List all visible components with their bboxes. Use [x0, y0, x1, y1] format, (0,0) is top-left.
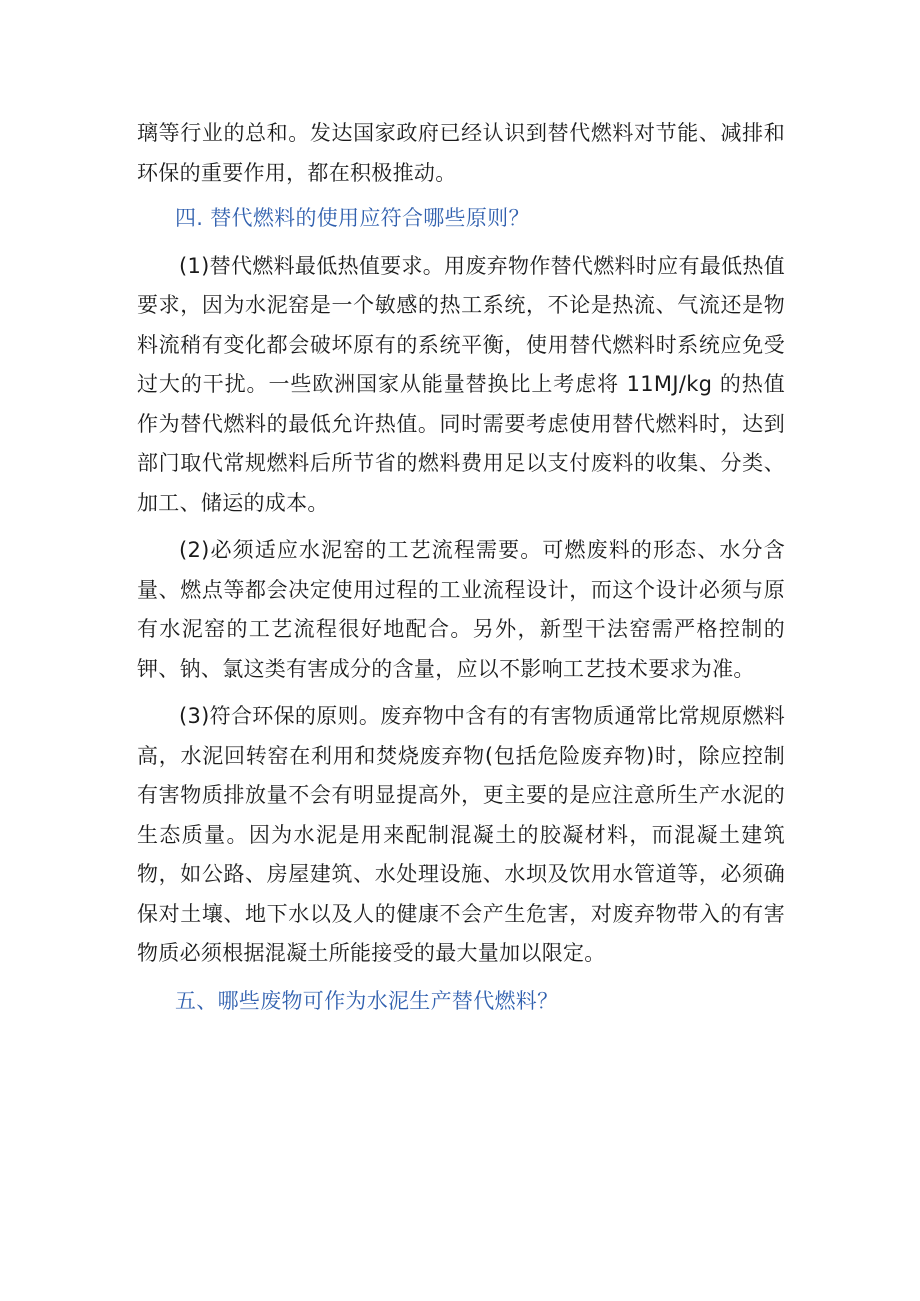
section-heading-4: 四. 替代燃料的使用应符合哪些原则？	[175, 206, 530, 230]
paragraph-principle-2: (2)必须适应水泥窑的工艺流程需要。可燃废料的形态、水分含量、燃点等都会决定使用过程的工业流程设计，而这个设计必须与原有水泥窑的工艺流程很好地配合。另外，新型干法窑需严格控制的钾、钠、氯这类有害成分的含量，应以不影响工艺技术要求为准。	[137, 538, 785, 681]
paragraph-principle-1: (1)替代燃料最低热值要求。用废弃物作替代燃料时应有最低热值要求，因为水泥窑是一个敏感的热工系统，不论是热流、气流还是物料流稍有变化都会破坏原有的系统平衡，使用替代燃料时系统应免受过大的干扰。一些欧洲国家从能量替换比上考虑将 11MJ/kg 的热值作为替代燃料的最低允许热值。同时需要考虑使用替代燃料时，达到部门取代常规燃料后所节省的燃料费用足以支付废料的收集、分类、加工、储运的成本。	[137, 253, 785, 515]
continuation-paragraph: 璃等行业的总和。发达国家政府已经认识到替代燃料对节能、减排和环保的重要作用，都在积极推动。	[137, 121, 785, 185]
document-body	[137, 114, 785, 1029]
section-heading-5: 五、哪些废物可作为水泥生产替代燃料？	[175, 988, 559, 1013]
paragraph-principle-3: (3)符合环保的原则。废弃物中含有的有害物质通常比常规原燃料高，水泥回转窑在利用和焚烧废弃物(包括危险废弃物)时，除应控制有害物质排放量不会有明显提高外，更主要的是应注意所生产水泥的生态质量。因为水泥是用来配制混凝土的胶凝材料，而混凝土建筑物，如公路、房屋建筑、水处理设施、水坝及饮用水管道等，必须确保对土壤、地下水以及人的健康不会产生危害，对废弃物带入的有害物质必须根据混凝土所能接受的最大量加以限定。	[137, 704, 785, 965]
